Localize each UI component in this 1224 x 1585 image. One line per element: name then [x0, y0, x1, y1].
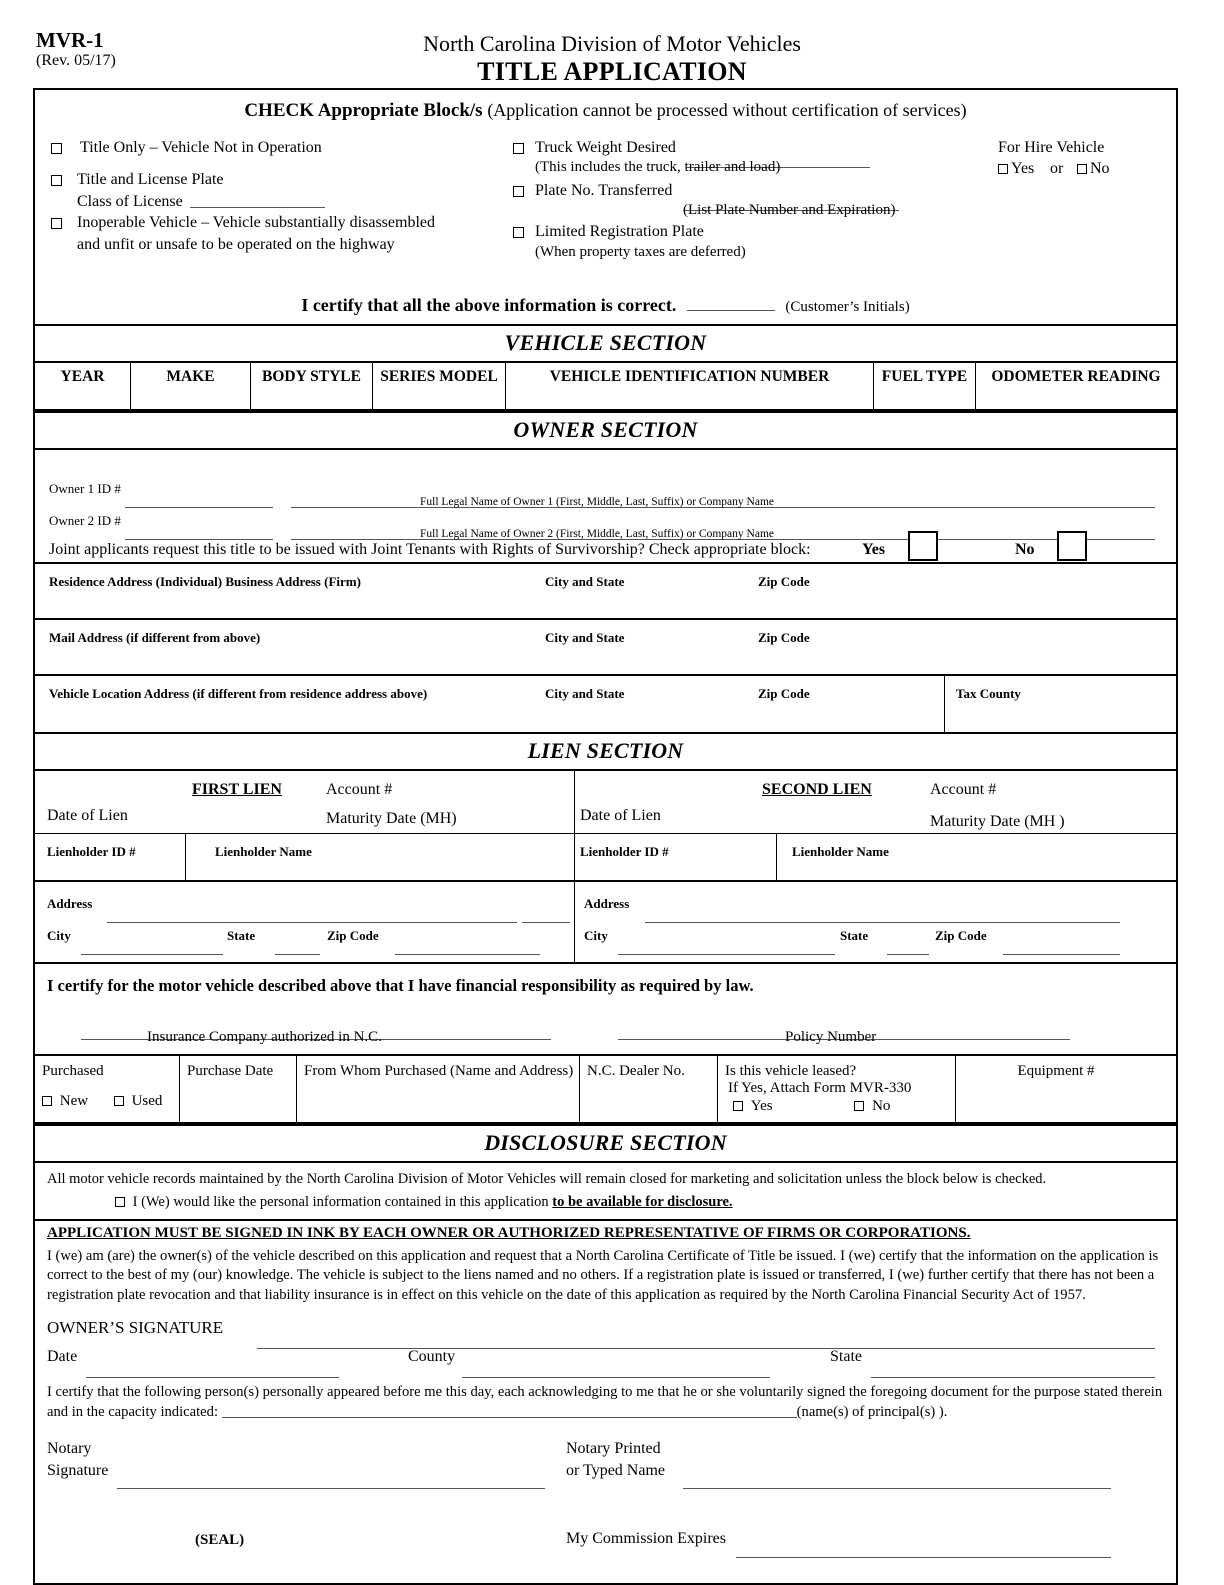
- label-vehicle-location-zip: Zip Code: [758, 686, 810, 701]
- label-first-lien-account: Account #: [326, 781, 393, 798]
- checkbox-joint-yes[interactable]: [908, 531, 938, 561]
- purchase-row: [35, 1056, 1176, 1124]
- residence-address-row: [35, 562, 1176, 618]
- label-notary-line2: Signature: [47, 1462, 109, 1480]
- input-signature-date[interactable]: [86, 1364, 339, 1378]
- certify-text: I certify that all the above information is correct.: [301, 295, 677, 315]
- notary-signature-block: [35, 1431, 1176, 1583]
- label-leased-question: Is this vehicle leased?: [725, 1063, 857, 1079]
- checkbox-leased-yes[interactable]: [733, 1101, 743, 1111]
- legal-certification-paragraph: I (we) am (are) the owner(s) of the vehicle described on this application and request that a North Carolina Certificate of Title be issued. I (we) certify that the information on the application is correct to the best of my (our) knowledge. The vehicle is subject to the liens named and no others. If a registration plate is issued or transferred, I (we) further certify that there has not been a registration plate revocation and that liability insurance is in effect on this vehicle on the date of this application as required by the North Carolina Financial Security Act of 1957.: [47, 1248, 1159, 1303]
- label-second-lien-zip: Zip Code: [935, 928, 987, 943]
- label-dealer-no: N.C. Dealer No.: [587, 1063, 685, 1079]
- label-for-hire-no: No: [1090, 160, 1110, 177]
- label-leased-note: If Yes, Attach Form MVR-330: [728, 1080, 912, 1096]
- disclosure-section-bar: DISCLOSURE SECTION: [35, 1124, 1176, 1163]
- cell-purchased: [35, 1056, 180, 1122]
- disclosure-paragraph: All motor vehicle records maintained by the North Carolina Division of Motor Vehicles will remain closed for marketing and solicitation unless the block below is checked.: [47, 1171, 1047, 1187]
- label-second-lien-account: Account #: [930, 781, 997, 798]
- lien-heading-row: [35, 771, 1176, 834]
- note-truck-weight: (This includes the truck, trailer and load): [535, 159, 781, 175]
- label-seal: (SEAL): [195, 1532, 245, 1549]
- column-vin: VEHICLE IDENTIFICATION NUMBER: [506, 363, 874, 409]
- label-commission-expires: My Commission Expires: [566, 1530, 727, 1548]
- label-owner2-id: Owner 2 ID #: [49, 513, 121, 528]
- checkbox-plate-no-transferred[interactable]: [513, 186, 524, 197]
- checkbox-limited-registration-plate[interactable]: [513, 227, 524, 238]
- question-joint-tenants: Joint applicants request this title to be issued with Joint Tenants with Rights of Survivorship? Check appropriate block:: [49, 541, 811, 558]
- cell-purchase-date[interactable]: [180, 1056, 297, 1122]
- notary-paragraph-text: I certify that the following person(s) personally appeared before me this day, each acknowledging to me that he or she voluntarily signed the foregoing document for the purpose stated therein and in the capacity indicated:: [47, 1384, 1163, 1420]
- certify-information-correct: [35, 289, 1176, 324]
- page-title: TITLE APPLICATION: [477, 57, 747, 86]
- column-make: MAKE: [131, 363, 251, 409]
- label-residence-city-state: City and State: [545, 574, 625, 589]
- label-first-maturity-date: Maturity Date (MH): [326, 810, 457, 827]
- label-title-only: Title Only – Vehicle Not in Operation: [80, 139, 322, 156]
- vehicle-section-bar: VEHICLE SECTION: [35, 324, 1176, 363]
- lien-second-id-divider: [776, 834, 777, 880]
- input-principal-names[interactable]: [222, 1404, 797, 1418]
- check-block-heading-bold: CHECK Appropriate Block/s: [244, 100, 483, 121]
- input-class-of-license[interactable]: [190, 194, 325, 208]
- caption-insurance-company: Insurance Company authorized in N.C.: [147, 1029, 382, 1045]
- label-first-lienholder-name: Lienholder Name: [215, 844, 312, 859]
- label-from-whom-purchased: From Whom Purchased (Name and Address): [304, 1063, 574, 1079]
- label-purchase-date: Purchase Date: [187, 1063, 274, 1079]
- owner-section-bar: OWNER SECTION: [35, 411, 1176, 450]
- label-limited-registration-plate: Limited Registration Plate: [535, 223, 704, 240]
- agency-name: North Carolina Division of Motor Vehicles: [423, 31, 801, 56]
- lien-section-bar: LIEN SECTION: [35, 732, 1176, 771]
- caption-owner1-name: Full Legal Name of Owner 1 (First, Middle, Last, Suffix) or Company Name: [420, 496, 774, 508]
- disclosure-checkbox-emphasis: to be available for disclosure.: [552, 1194, 733, 1211]
- lien-center-divider-mid: [574, 834, 575, 880]
- column-body-style: BODY STYLE: [251, 363, 373, 409]
- label-first-lien: FIRST LIEN: [192, 781, 282, 798]
- disclosure-block: [35, 1163, 1176, 1221]
- form-body: [33, 88, 1178, 1585]
- check-appropriate-blocks: [35, 90, 1176, 289]
- checkbox-new[interactable]: [42, 1096, 52, 1106]
- label-inoperable-vehicle-line2: and unfit or unsafe to be operated on the highway: [77, 236, 395, 253]
- column-fuel-type: FUEL TYPE: [874, 363, 976, 409]
- signature-block: [35, 1311, 1176, 1383]
- label-vehicle-location-address: Vehicle Location Address (if different from residence address above): [49, 686, 428, 701]
- label-first-lien-address: Address: [47, 896, 93, 911]
- label-signature-county: County: [408, 1348, 456, 1366]
- label-equipment-number: Equipment #: [1017, 1063, 1095, 1079]
- checkbox-truck-weight-desired[interactable]: [513, 143, 524, 154]
- cell-vehicle-leased: [718, 1056, 956, 1122]
- label-new: New: [59, 1093, 89, 1109]
- label-first-lien-state: State: [227, 928, 256, 943]
- label-purchased: Purchased: [42, 1063, 104, 1079]
- disclosure-checkbox-text: I (We) would like the personal information contained in this application: [132, 1194, 549, 1211]
- financial-responsibility-text: I certify for the motor vehicle described above that I have financial responsibility as required by law.: [47, 976, 754, 995]
- column-odometer-reading: ODOMETER READING: [991, 368, 1161, 385]
- vehicle-table: [35, 363, 1176, 411]
- note-limited-registration: (When property taxes are deferred): [535, 244, 746, 260]
- input-second-lien-address[interactable]: [645, 909, 1120, 923]
- label-second-lienholder-id: Lienholder ID #: [580, 844, 669, 859]
- lien-first-id-divider: [185, 834, 186, 880]
- label-second-lien-city: City: [584, 928, 608, 943]
- checkbox-leased-no[interactable]: [854, 1101, 864, 1111]
- label-owner-signature: OWNER’S SIGNATURE: [47, 1318, 224, 1338]
- label-inoperable-vehicle: Inoperable Vehicle – Vehicle substantially disassembled: [77, 214, 435, 231]
- note-plate-number: (List Plate Number and Expiration): [683, 202, 896, 218]
- input-first-lien-city[interactable]: [81, 941, 223, 955]
- label-first-lien-zip: Zip Code: [327, 928, 379, 943]
- check-block-heading-note: (Application cannot be processed without certification of services): [487, 100, 967, 120]
- checkbox-inoperable-vehicle[interactable]: [51, 218, 62, 229]
- cell-equipment-number[interactable]: [956, 1056, 1156, 1122]
- input-notary-printed-name[interactable]: [683, 1475, 1111, 1489]
- input-owner-signature[interactable]: [257, 1335, 1155, 1349]
- cell-from-whom-purchased[interactable]: [297, 1056, 580, 1122]
- input-second-lien-zip[interactable]: [1003, 941, 1120, 955]
- column-series-model: SERIES MODEL: [373, 363, 506, 409]
- owner-identity-block: [35, 450, 1176, 562]
- lienholder-row: [35, 834, 1176, 882]
- label-title-and-license-plate: Title and License Plate: [77, 171, 224, 188]
- input-signature-state[interactable]: [871, 1364, 1155, 1378]
- label-first-lien-city: City: [47, 928, 71, 943]
- mail-address-row: [35, 618, 1176, 674]
- label-residence-zip: Zip Code: [758, 574, 810, 589]
- label-joint-no: No: [1015, 541, 1035, 558]
- lien-address-row: [35, 882, 1176, 964]
- signed-in-ink-notice: APPLICATION MUST BE SIGNED IN INK BY EACH OWNER OR AUTHORIZED REPRESENTATIVE OF FIRMS OR CORPORATIONS.: [47, 1225, 971, 1242]
- label-joint-yes: Yes: [862, 541, 886, 558]
- label-signature-state: State: [830, 1348, 862, 1366]
- checkbox-title-only[interactable]: [51, 143, 62, 154]
- label-principals-suffix: (name(s) of principal(s) ).: [796, 1403, 948, 1420]
- label-notary-printed-line2: or Typed Name: [566, 1462, 665, 1480]
- input-owner2-id[interactable]: [125, 526, 273, 540]
- label-leased-no: No: [872, 1098, 891, 1114]
- label-vehicle-location-city-state: City and State: [545, 686, 625, 701]
- checkbox-for-hire-yes[interactable]: [998, 164, 1008, 174]
- input-first-lien-address[interactable]: [107, 909, 517, 923]
- lien-details: [35, 771, 1176, 964]
- input-first-lien-zip[interactable]: [395, 941, 540, 955]
- vehicle-location-address-row: [35, 674, 1176, 732]
- lien-center-divider-bot: [574, 882, 575, 962]
- caption-policy-number: Policy Number: [785, 1029, 877, 1045]
- label-first-lienholder-id: Lienholder ID #: [47, 844, 136, 859]
- input-signature-county[interactable]: [462, 1364, 770, 1378]
- label-for-hire-yes: Yes: [1011, 160, 1035, 177]
- input-second-lien-state[interactable]: [887, 941, 929, 955]
- label-notary-printed-line1: Notary Printed: [566, 1440, 661, 1458]
- masthead: [0, 0, 1224, 86]
- input-notary-signature[interactable]: [117, 1475, 545, 1489]
- checkbox-title-and-license-plate[interactable]: [51, 175, 62, 186]
- label-for-hire-vehicle: For Hire Vehicle: [998, 139, 1105, 156]
- lien-center-divider-top: [574, 771, 575, 833]
- label-class-of-license: Class of License: [77, 193, 183, 210]
- label-second-lien: SECOND LIEN: [762, 781, 872, 798]
- input-commission-expires[interactable]: [736, 1544, 1111, 1558]
- check-block-heading: [35, 100, 1176, 122]
- form-number: MVR-1: [36, 28, 104, 52]
- checkbox-used[interactable]: [114, 1096, 124, 1106]
- input-first-lien-address-2[interactable]: [522, 909, 570, 923]
- label-second-lien-address: Address: [584, 896, 630, 911]
- label-for-hire-or: or: [1050, 160, 1064, 177]
- label-plate-no-transferred: Plate No. Transferred: [535, 182, 673, 199]
- label-second-maturity-date: Maturity Date (MH ): [930, 813, 1065, 830]
- label-customer-initials: (Customer’s Initials): [785, 299, 910, 315]
- label-second-date-of-lien: Date of Lien: [580, 807, 661, 824]
- form-revision: (Rev. 05/17): [36, 52, 116, 69]
- label-second-lienholder-name: Lienholder Name: [792, 844, 889, 859]
- checkbox-for-hire-no[interactable]: [1077, 164, 1087, 174]
- checkbox-joint-no[interactable]: [1057, 531, 1087, 561]
- input-customer-initials[interactable]: [687, 297, 775, 311]
- label-residence-address: Residence Address (Individual) Business Address (Firm): [49, 574, 361, 589]
- label-mail-address: Mail Address (if different from above): [49, 630, 261, 645]
- label-used: Used: [131, 1093, 163, 1109]
- label-mail-city-state: City and State: [545, 630, 625, 645]
- label-leased-yes: Yes: [750, 1098, 773, 1114]
- input-second-lien-city[interactable]: [618, 941, 835, 955]
- label-owner1-id: Owner 1 ID #: [49, 481, 121, 496]
- column-year: YEAR: [35, 363, 131, 409]
- label-signature-date: Date: [47, 1348, 78, 1366]
- tax-county-divider: [944, 676, 945, 732]
- cell-dealer-no[interactable]: [580, 1056, 718, 1122]
- input-owner1-id[interactable]: [125, 494, 273, 508]
- label-tax-county: Tax County: [956, 686, 1021, 701]
- caption-owner2-name: Full Legal Name of Owner 2 (First, Middle, Last, Suffix) or Company Name: [420, 528, 774, 540]
- financial-responsibility-block: [35, 964, 1176, 1056]
- checkbox-disclosure-optin[interactable]: [115, 1197, 125, 1207]
- label-notary-line1: Notary: [47, 1440, 92, 1458]
- label-second-lien-state: State: [840, 928, 869, 943]
- label-mail-zip: Zip Code: [758, 630, 810, 645]
- label-truck-weight-desired: Truck Weight Desired: [535, 139, 676, 156]
- notary-certification-paragraph: [35, 1383, 1176, 1431]
- input-first-lien-state[interactable]: [275, 941, 320, 955]
- label-first-date-of-lien: Date of Lien: [47, 807, 128, 824]
